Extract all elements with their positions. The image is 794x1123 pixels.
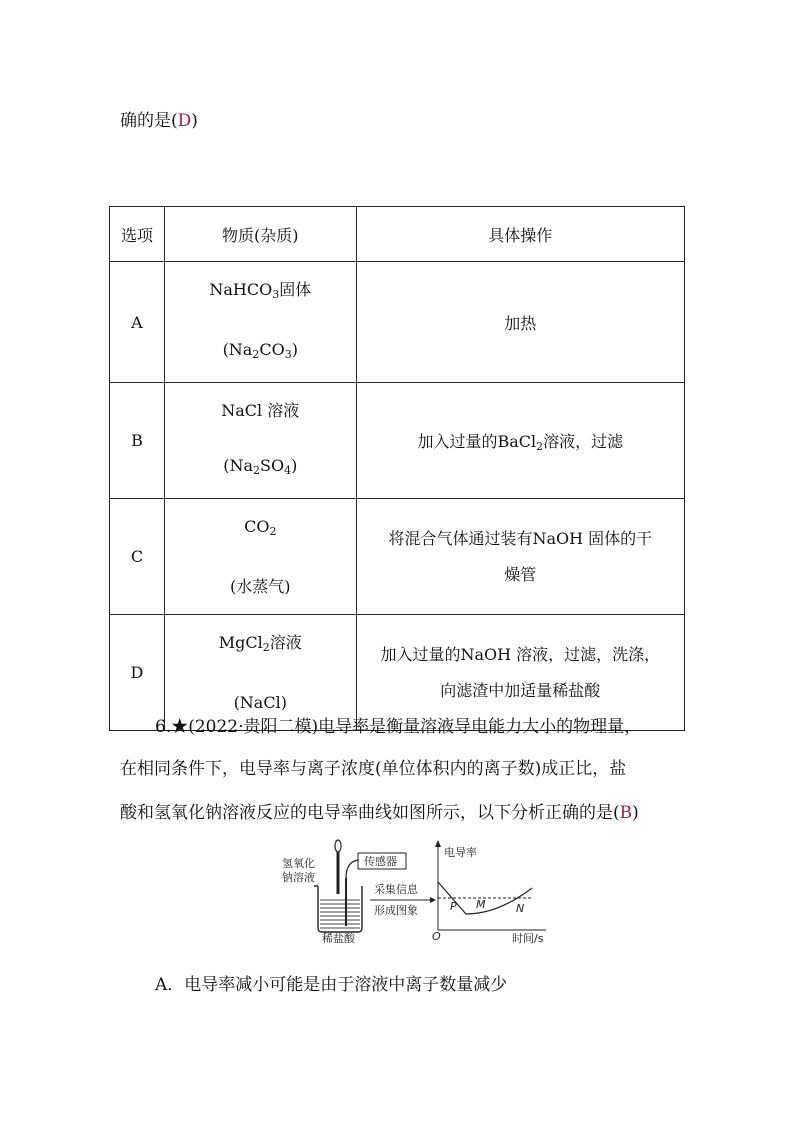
operation-cell: 加热 xyxy=(356,262,684,383)
dropper-icon xyxy=(335,840,341,894)
table-row xyxy=(110,383,685,499)
option-label: A xyxy=(110,262,165,383)
table-row xyxy=(110,499,685,615)
substance-cell: NaHCO$_3$固体 $(Na_2CO_3)$ xyxy=(164,262,356,383)
arrow-head-icon xyxy=(430,897,436,903)
header-substance: 物质(杂质) xyxy=(164,207,356,262)
substance-cell: MgCl$_2$溶液 (NaCl) xyxy=(164,615,356,731)
operation-cell: 加入过量的BaCl$_2$溶液，过滤 xyxy=(356,383,684,499)
y-axis-label: 电导率 xyxy=(444,846,477,859)
naoh-label-2: 钠溶液 xyxy=(282,871,315,884)
origin-label: O xyxy=(432,930,441,943)
substance-cell: NaCl 溶液 $(Na_2SO_4)$ xyxy=(164,383,356,499)
header-option: 选项 xyxy=(110,207,165,262)
option-label: B xyxy=(110,383,165,499)
question-table xyxy=(109,206,685,731)
conductivity-figure xyxy=(278,838,568,948)
option-a-text: A．电导率减小可能是由于溶液中离子数量减少 xyxy=(155,975,508,995)
sensor-label: 传感器 xyxy=(364,855,397,868)
x-axis-label: 时间/s xyxy=(512,932,544,945)
header-operation: 具体操作 xyxy=(356,207,684,262)
answer-mark: D xyxy=(177,111,192,131)
operation-cell: 将混合气体通过装有NaOH 固体的干 燥管 xyxy=(356,499,684,615)
option-label: D xyxy=(110,615,165,731)
substance-cell: $CO_2$ (水蒸气) xyxy=(164,499,356,615)
arrow-label-top: 采集信息 xyxy=(374,883,418,896)
point-m-label: M xyxy=(476,898,486,911)
question6-line1: 6.★(2022·贵阳二模)电导率是衡量溶液导电能力大小的物理量， xyxy=(155,717,642,737)
table-row xyxy=(110,262,685,383)
option-label: C xyxy=(110,499,165,615)
operation-cell: 加入过量的NaOH 溶液，过滤，洗涤， 向滤渣中加适量稀盐酸 xyxy=(356,615,684,731)
answer-mark: B xyxy=(619,803,633,823)
question6-line3: 酸和氢氧化钠溶液反应的电导率曲线如图所示，以下分析正确的是(B) xyxy=(120,803,639,823)
question6-line2: 在相同条件下，电导率与离子浓度(单位体积内的离子数)成正比，盐 xyxy=(120,759,627,779)
table-header-row xyxy=(110,207,685,262)
arrow-label-bottom: 形成图象 xyxy=(374,904,418,917)
point-n-label: N xyxy=(516,902,525,915)
point-p-label: P xyxy=(450,900,457,913)
hcl-label: 稀盐酸 xyxy=(322,932,355,945)
y-axis-arrow-icon xyxy=(435,840,441,847)
intro-line: 确的是(D) xyxy=(120,111,198,131)
naoh-label-1: 氢氧化 xyxy=(282,857,315,870)
